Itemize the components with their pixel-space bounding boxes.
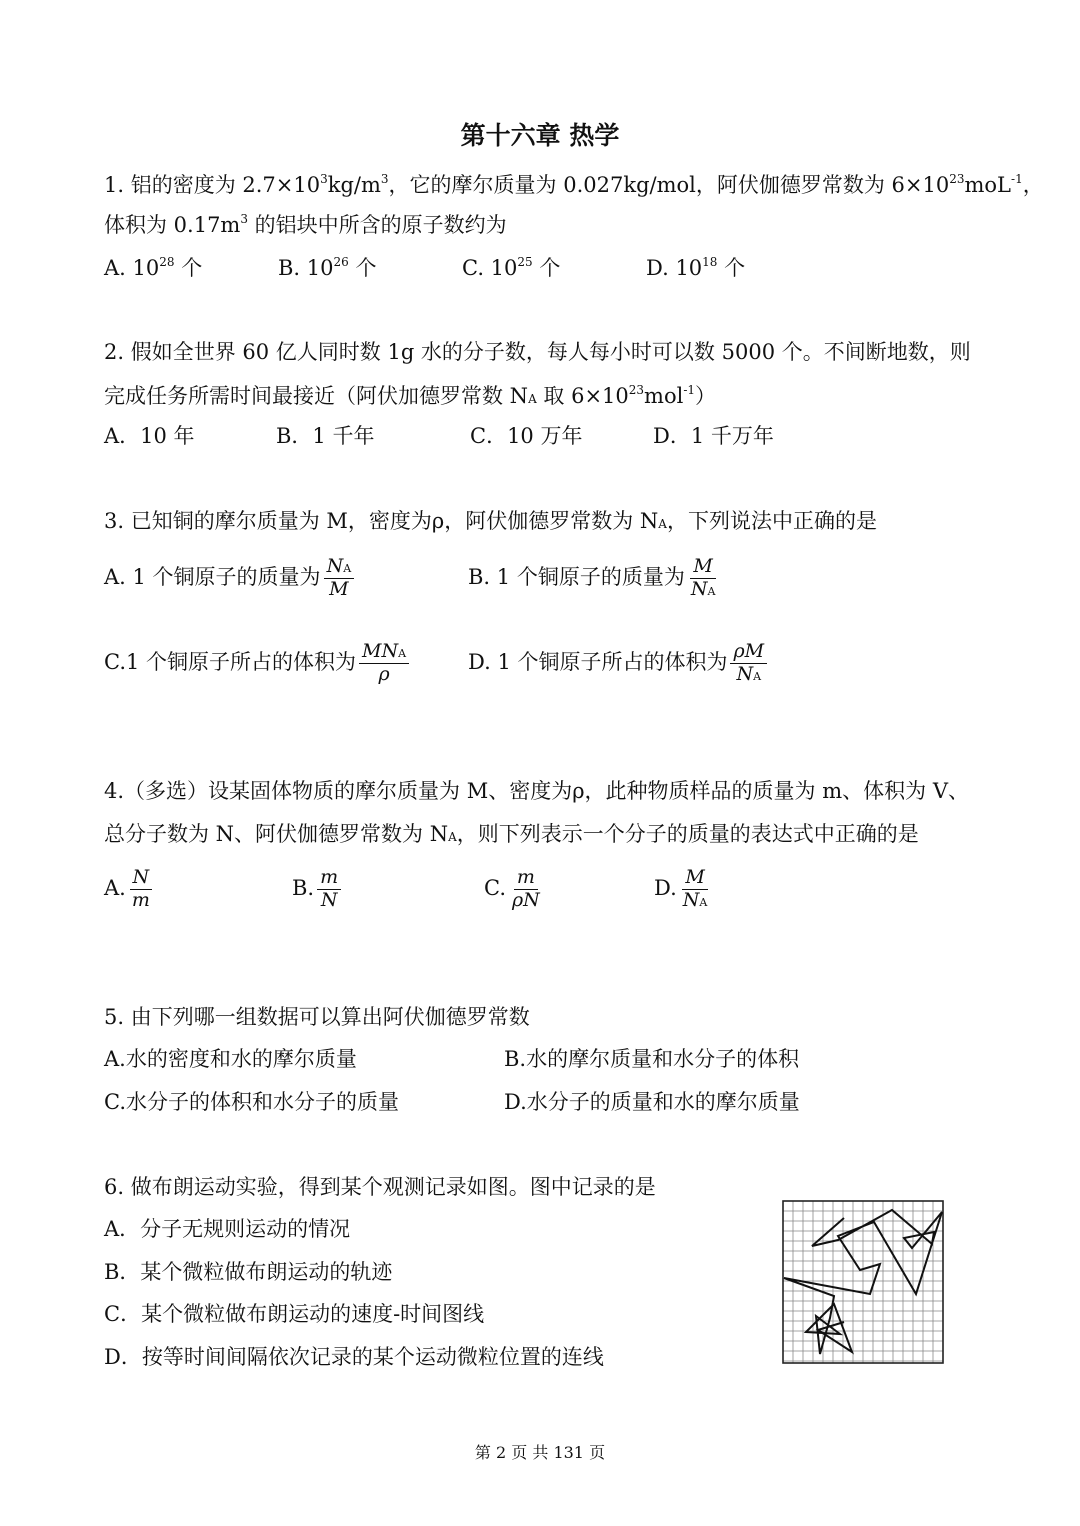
q4-a-fraction: $\frac{N}{m}$ <box>129 867 153 912</box>
q1-option-c: C. $10^{25}$ 个 <box>462 255 561 280</box>
q3-b-fraction: $\frac{M}{NA}$ <box>690 555 716 600</box>
q4-d-fraction: $\frac{M}{NA}$ <box>682 866 708 911</box>
q3-option-d: D. 1 个铜原子所占的体积为 $\frac{\rho M}{NA}$ <box>468 641 767 686</box>
q3-c-fraction: $\frac{\text{MNA}}{\rho}$ <box>359 641 409 686</box>
q3-option-c: C.1 个铜原子所占的体积为 $\frac{\text{MNA}}{\rho}$ <box>104 641 409 686</box>
q1-option-b: B. $10^{26}$ 个 <box>278 255 377 280</box>
q2-option-d: D．1 千万年 <box>653 424 774 448</box>
q2-stem-line2: 完成任务所需时间最接近（阿伏加德罗常数 NA 取 $6\times 10^{23}mol^{-1}$） <box>104 383 717 408</box>
q2-option-a: A．10 年 <box>104 424 195 448</box>
q4-stem-line1: 4.（多选）设某固体物质的摩尔质量为 M、密度为ρ，此种物质样品的质量为 m、体积为 V、 <box>104 779 969 803</box>
brownian-motion-figure <box>782 1200 944 1364</box>
q5-option-c: C.水分子的体积和水分子的质量 <box>104 1090 399 1114</box>
q6-stem: 6. 做布朗运动实验，得到某个观测记录如图。图中记录的是 <box>104 1175 656 1199</box>
q2-option-c: C．10 万年 <box>470 424 583 448</box>
q6-option-d: D．按等时间间隔依次记录的某个运动微粒位置的连线 <box>104 1345 604 1369</box>
q2-option-b: B．1 千年 <box>276 424 375 448</box>
q6-option-a: A．分子无规则运动的情况 <box>104 1217 351 1241</box>
q5-option-d: D.水分子的质量和水的摩尔质量 <box>504 1090 800 1114</box>
chapter-title: 第十六章 热学 <box>460 121 620 150</box>
q4-option-d: D. $\frac{M}{NA}$ <box>654 867 710 912</box>
q5-option-a: A.水的密度和水的摩尔质量 <box>104 1047 357 1071</box>
q4-c-fraction: $\frac{m}{\rho N}$ <box>512 866 540 911</box>
q4-option-a: A. $\frac{N}{m}$ <box>104 867 153 912</box>
q3-a-fraction: $\frac{NA}{M}$ <box>324 556 355 601</box>
q6-option-b: B．某个微粒做布朗运动的轨迹 <box>104 1260 393 1284</box>
q3-option-b: B. 1 个铜原子的质量为 $\frac{M}{NA}$ <box>468 556 718 601</box>
q5-option-b: B.水的摩尔质量和水分子的体积 <box>504 1047 800 1071</box>
q2-stem-line1: 2. 假如全世界 60 亿人同时数 1g 水的分子数，每人每小时可以数 5000 个。不间断地数，则 <box>104 340 971 364</box>
q1-stem-line1: 1. 铝的密度为 $2.7\times 10^3kg/m^3$，它的摩尔质量为 0.027kg/mol，阿伏伽德罗常数为 $6\times 10^{23}moL^{-1}$， <box>104 172 1044 197</box>
q4-stem-line2: 总分子数为 N、阿伏伽德罗常数为 NA，则下列表示一个分子的质量的表达式中正确的是 <box>104 822 919 846</box>
q4-b-fraction: $\frac{m}{N}$ <box>317 867 341 912</box>
q6-option-c: C．某个微粒做布朗运动的速度-时间图线 <box>104 1302 485 1326</box>
q1-stem-line2: 体积为 $0.17m^3$ 的铝块中所含的原子数约为 <box>104 212 507 237</box>
page-footer: 第 2 页 共 131 页 <box>474 1443 606 1462</box>
q3-option-a: A. 1 个铜原子的质量为 $\frac{NA}{M}$ <box>104 556 354 601</box>
q3-stem: 3. 已知铜的摩尔质量为 M，密度为ρ，阿伏伽德罗常数为 NA，下列说法中正确的是 <box>104 509 877 533</box>
q3-d-fraction: $\frac{\rho M}{NA}$ <box>730 641 767 686</box>
q4-option-c: C. $\frac{m}{\rho N}$ <box>484 867 543 912</box>
q1-option-d: D. $10^{18}$ 个 <box>646 255 746 280</box>
q4-option-b: B. $\frac{m}{N}$ <box>292 867 341 912</box>
q5-stem: 5. 由下列哪一组数据可以算出阿伏伽德罗常数 <box>104 1005 530 1029</box>
q1-option-a: A. $10^{28}$ 个 <box>104 255 203 280</box>
